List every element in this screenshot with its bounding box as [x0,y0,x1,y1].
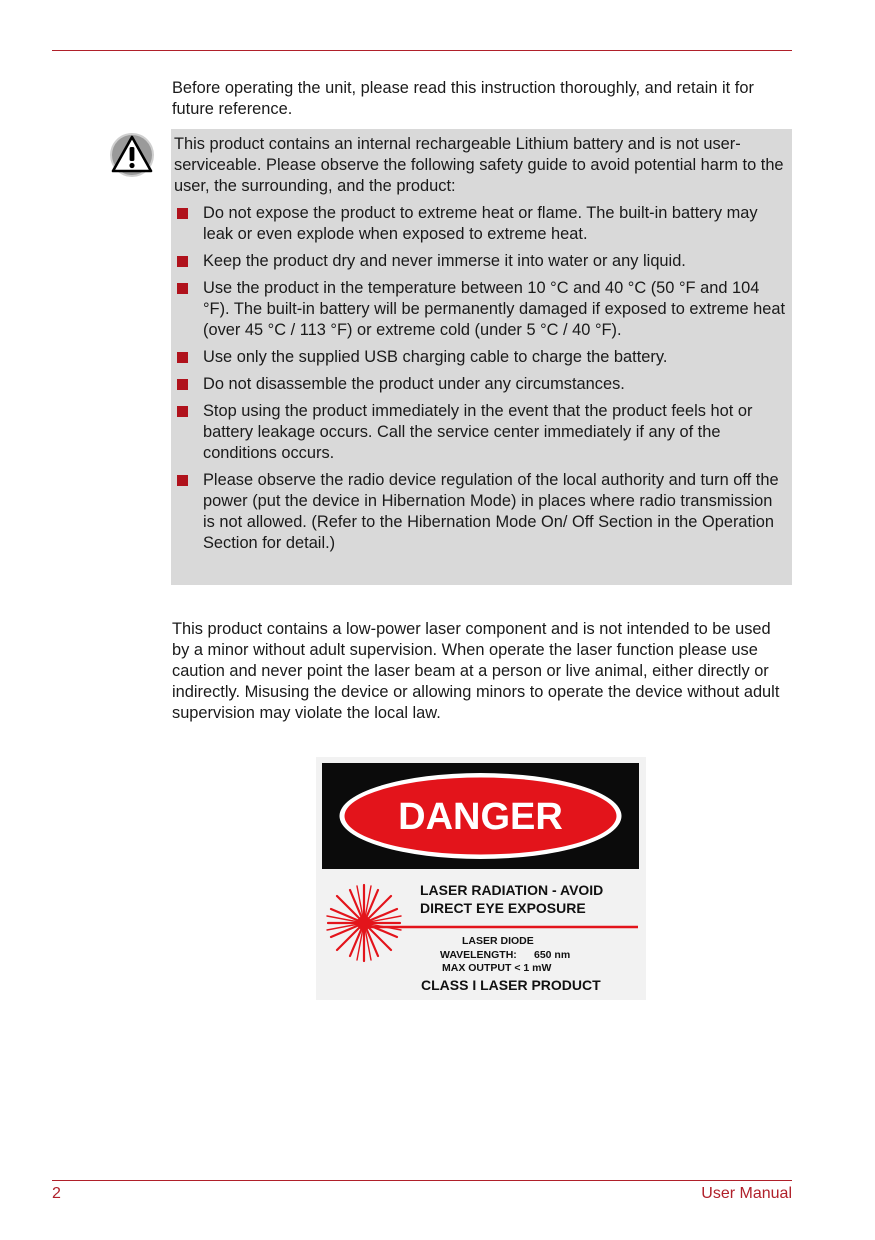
max-output-text: MAX OUTPUT < 1 mW [442,962,552,974]
warning-line-1: LASER RADIATION - AVOID [420,882,604,898]
safety-lead: This product contains an internal rechargeable Lithium battery and is not user-serviceable. Please observe the following safety guide to avoid potential harm to the user, the surrounding, and the product: [174,135,784,195]
wavelength-value: 650 nm [534,949,571,961]
list-item-text: Use the product in the temperature between 10 °C and 40 °C (50 °F and 104 °F). The built-in battery will be permanently damaged if exposed to extreme heat (over 45 °C / 113 °F) or extreme cold (under 5 °C / 40 °F). [203,279,786,339]
bullet-square [177,208,188,219]
laser-danger-label [316,757,646,1000]
list-item [174,203,786,245]
list-item [174,374,786,395]
bullet-square [177,406,188,417]
list-item-text: Please observe the radio device regulation of the local authority and turn off the power (put the device in Hibernation Mode) in places where radio transmission is not allowed. (Refer to the Hibernation Mode On/ Off Section in the Operation Section for detail.) [203,471,779,552]
list-item-text: Stop using the product immediately in the event that the product feels hot or battery leakage occurs. Call the service center immediately if any of the conditions occurs. [203,402,753,462]
list-item [174,278,786,341]
bullet-square [177,283,188,294]
laser-diode-text: LASER DIODE [462,935,534,947]
footer-rule [52,1180,792,1181]
bullet-square [177,256,188,267]
list-item-text: Do not disassemble the product under any circumstances. [203,375,625,393]
warning-triangle-icon [108,131,156,179]
list-item [174,251,786,272]
header-rule [52,50,792,51]
intro-paragraph: Before operating the unit, please read this instruction thoroughly, and retain it for future reference. [172,79,754,118]
laser-warning-paragraph: This product contains a low-power laser component and is not intended to be used by a minor without adult supervision. When operate the laser function please use caution and never point the laser beam at a person or live animal, either directly or indirectly. Misusing the device or allowing minors to operate the device without adult supervision may violate the local law. [172,620,780,722]
warning-line-2: DIRECT EYE EXPOSURE [420,900,586,916]
footer-title: User Manual [701,1185,792,1202]
page-number: 2 [52,1185,61,1202]
danger-header-text: DANGER [398,796,563,838]
list-item [174,470,786,554]
laser-starburst-icon [327,885,401,961]
battery-safety-box [171,129,792,585]
bullet-square [177,379,188,390]
list-item [174,401,786,464]
wavelength-label: WAVELENGTH: [440,949,517,961]
list-item-text: Keep the product dry and never immerse it into water or any liquid. [203,252,686,270]
laser-class-text: CLASS I LASER PRODUCT [421,977,601,993]
list-item-text: Use only the supplied USB charging cable to charge the battery. [203,348,668,366]
safety-list [174,203,786,554]
list-item [174,347,786,368]
danger-label-graphic [316,757,646,1000]
bullet-square [177,475,188,486]
bullet-square [177,352,188,363]
list-item-text: Do not expose the product to extreme heat or flame. The built-in battery may leak or even explode when exposed to extreme heat. [203,204,758,243]
